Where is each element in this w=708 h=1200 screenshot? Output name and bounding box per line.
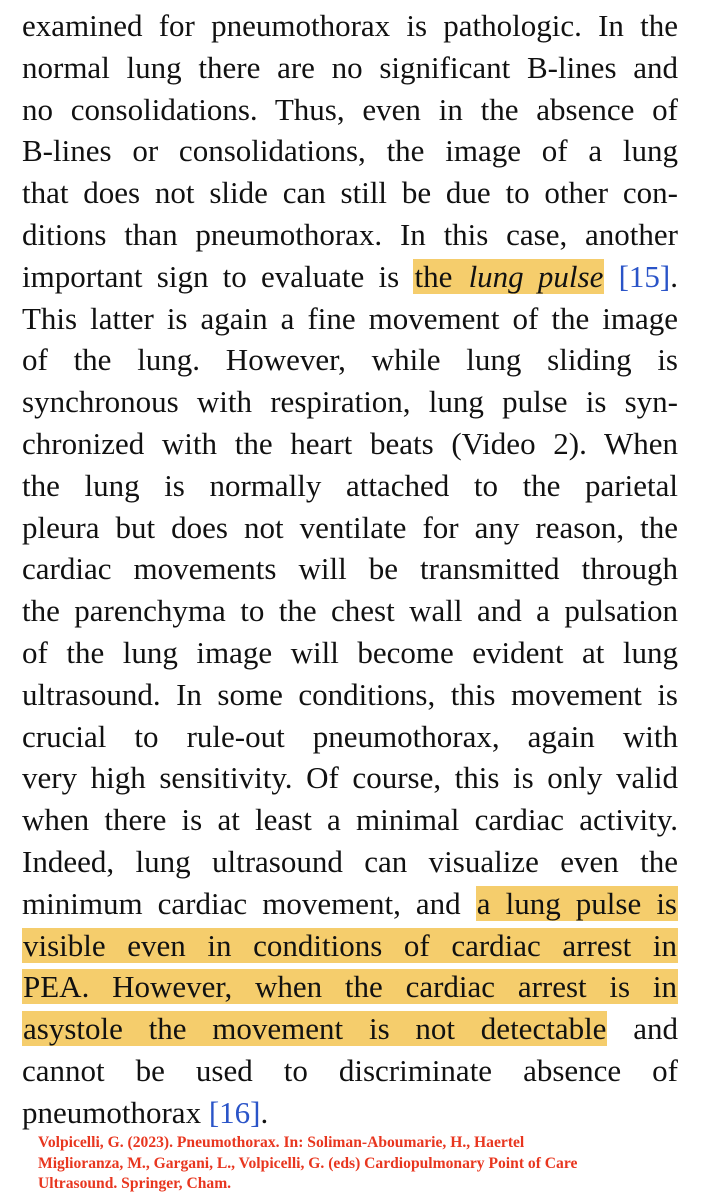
source-citation	[38, 1133, 688, 1195]
text-segment: of the lung. However, while lung sliding is	[22, 342, 678, 378]
text-segment: ultrasound. In some conditions, this movement is	[22, 676, 678, 712]
text-segment: cannot be used to discriminate absence of	[22, 1052, 678, 1088]
text-segment: the parenchyma to the chest wall and a pulsation	[22, 593, 678, 629]
text-segment: ditions than pneumothorax. In this case, another	[22, 216, 678, 252]
text-segment: cardiac movements will be transmitted through	[22, 551, 678, 587]
text-line	[22, 674, 678, 716]
text-line	[22, 925, 678, 967]
highlighted-text: visible even in conditions of cardiac arrest in	[23, 927, 677, 963]
text-segment: chronized with the heart beats (Video 2). When	[22, 425, 678, 461]
text-line	[22, 632, 678, 674]
text-line	[22, 298, 678, 340]
highlighted-text: PEA. However, when the cardiac arrest is in	[23, 969, 677, 1005]
text-line	[22, 5, 678, 47]
highlighted-text: asystole the movement is not detectable	[23, 1011, 607, 1047]
highlighted-text: the	[414, 258, 467, 294]
text-line	[22, 507, 678, 549]
reference-link[interactable]: [15]	[618, 258, 671, 294]
text-segment: synchronous with respiration, lung pulse is syn-	[22, 384, 678, 420]
body-paragraph	[22, 5, 678, 1134]
text-segment: minimum cardiac movement, and	[22, 885, 476, 921]
text-segment: .	[670, 258, 679, 294]
text-line	[22, 716, 678, 758]
text-segment: that does not slide can still be due to other con-	[22, 175, 678, 211]
text-line	[22, 590, 678, 632]
text-line	[22, 1092, 678, 1134]
text-segment: crucial to rule-out pneumothorax, again with	[22, 718, 678, 754]
text-segment: B-lines or consolidations, the image of a lung	[22, 133, 678, 169]
text-line	[22, 89, 678, 131]
text-segment: .	[260, 1094, 269, 1130]
text-line	[22, 799, 678, 841]
text-line	[22, 47, 678, 89]
text-segment: This latter is again a fine movement of the image	[22, 300, 678, 336]
text-line	[22, 1008, 678, 1050]
text-segment: important sign to evaluate is	[22, 258, 414, 294]
text-segment: and	[607, 1011, 678, 1047]
text-segment: pleura but does not ventilate for any reason, the	[22, 509, 678, 545]
text-line	[22, 548, 678, 590]
citation-line: Miglioranza, M., Gargani, L., Volpicelli, G. (eds) Cardiopulmonary Point of Care	[38, 1154, 578, 1172]
text-line	[22, 381, 678, 423]
text-segment: pneumothorax	[22, 1094, 209, 1130]
text-line	[22, 841, 678, 883]
text-segment: when there is at least a minimal cardiac activity.	[22, 802, 678, 838]
text-segment: the lung is normally attached to the parietal	[22, 467, 678, 503]
text-segment: of the lung image will become evident at lung	[22, 634, 678, 670]
text-segment: no consolidations. Thus, even in the absence of	[22, 91, 678, 127]
text-line	[22, 256, 678, 298]
text-line	[22, 339, 678, 381]
text-line	[22, 757, 678, 799]
text-line	[22, 1050, 678, 1092]
citation-line: Volpicelli, G. (2023). Pneumothorax. In: Soliman-Aboumarie, H., Haertel	[38, 1134, 525, 1151]
text-segment: examined for pneumothorax is pathologic. In the	[22, 8, 678, 43]
text-segment: normal lung there are no significant B-lines and	[22, 49, 678, 85]
highlighted-italic-term: lung pulse	[468, 258, 604, 294]
highlighted-text: a lung pulse is	[476, 885, 677, 921]
text-line	[22, 465, 678, 507]
text-line	[22, 423, 678, 465]
reference-link[interactable]: [16]	[208, 1094, 261, 1130]
text-line	[22, 883, 678, 925]
text-line	[22, 214, 678, 256]
citation-line: Ultrasound. Springer, Cham.	[38, 1175, 232, 1192]
text-segment: Indeed, lung ultrasound can visualize even the	[22, 843, 678, 879]
text-line	[22, 966, 678, 1008]
text-line	[22, 130, 678, 172]
text-segment: very high sensitivity. Of course, this is only valid	[22, 760, 678, 796]
text-segment	[604, 259, 618, 294]
text-line	[22, 172, 678, 214]
